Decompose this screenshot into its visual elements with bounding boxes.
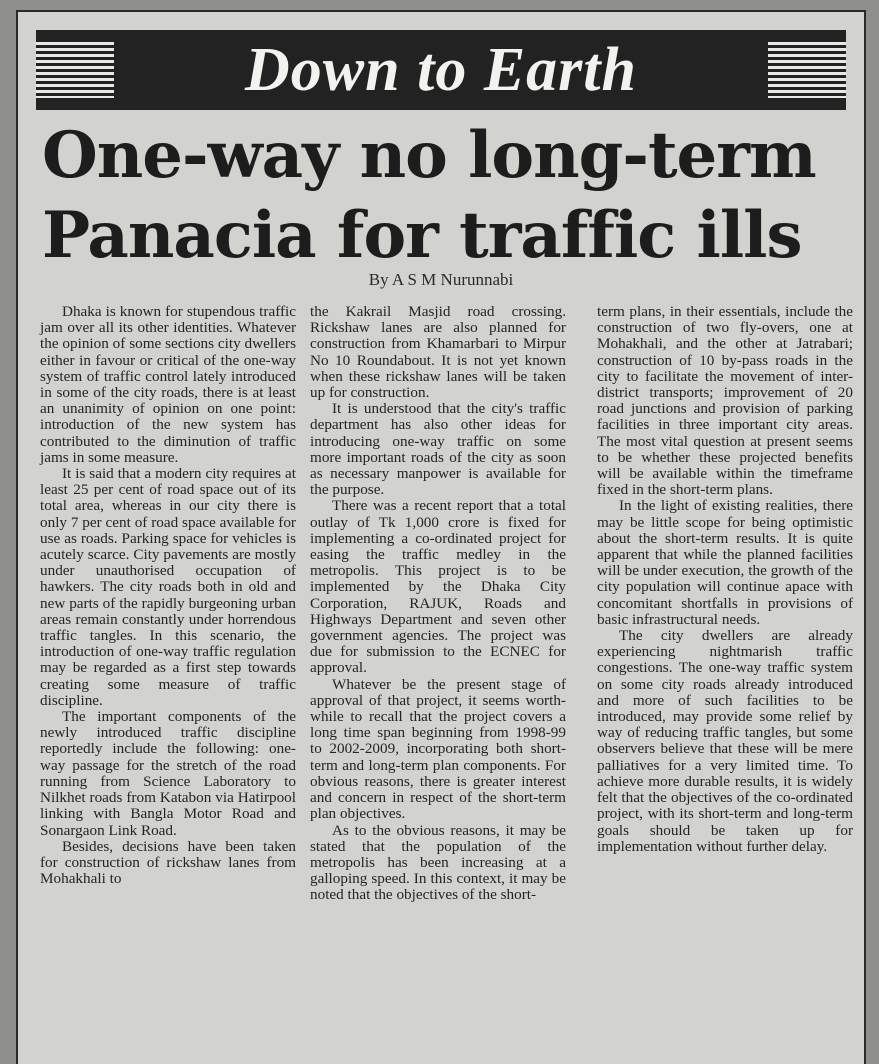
paragraph: Whatever be the present stage of approval of that project, it seems worth-while to recall that the project covers a long time span beginning from 1998-99 to 2002-2009, incorporating both short-term and long-term plan components. For obvious reasons, there is greater interest and concern in respect of the short-term plan objectives. <box>310 675 566 823</box>
section-banner <box>36 30 846 110</box>
paragraph: the Kakrail Masjid road crossing. Rickshaw lanes are also planned for construction from Khamarbari to Mirpur No 10 Roundabout. It is not yet known when these rickshaw lanes will be taken up for construction. <box>310 303 566 402</box>
paragraph: As to the obvious reasons, it may be stated that the population of the metropolis has been increasing at a galloping speed. In this context, it may be noted that the objectives of the short- <box>310 821 566 904</box>
paragraph: The city dwellers are already experiencing nightmarish traffic congestions. The one-way traffic system on some city roads already introduced and more of such facilities to be introduced, may provide some relief by way of reducing traffic tangles, but some observers believe that these will be mere palliatives for a very limited time. To achieve more durable results, it is widely felt that the objectives of the co-ordinated project, with its short-term and long-term goals should be taken up for implementation without further delay. <box>597 627 853 855</box>
paragraph: There was a recent report that a total outlay of Tk 1,000 crore is fixed for implementing a co-ordinated project for easing the traffic medley in the metropolis. This project is to be implemented by the Dhaka City Corporation, RAJUK, Roads and Highways Department and seven other government agencies. The project was due for submission to the ECNEC for approval. <box>310 497 566 677</box>
paragraph: The important components of the newly introduced traffic discipline reportedly include the following: one-way passage for the stretch of the road running from Science Laboratory to Nilkhet roads from Katabon via Hatirpool linking with Bangla Motor Road and Sonargaon Link Road. <box>40 708 296 839</box>
paragraph: Dhaka is known for stupendous traffic jam over all its other identities. Whatever the opinion of some sections city dwellers either in favour or critical of the one-way system of traffic control lately introduced in some of the city roads, there is at least an unanimity of opinion on one point: introduction of the new system has contributed to the diminution of traffic jams in some measure. <box>40 303 296 466</box>
article-column-1 <box>40 304 296 887</box>
article-column-3 <box>597 304 853 855</box>
banner-rules-right <box>768 42 846 98</box>
paragraph: term plans, in their essentials, include the construction of two fly-overs, one at Mohakhali, and the other at Jatrabari; construction of 10 by-pass roads in the city to facilitate the movement of inter-district transports; improvement of 20 road junctions and provision of parking facilities in three important city areas. The most vital question at present seems to be whether these projected benefits will be available within the timeframe fixed in the short-term plans. <box>597 303 853 499</box>
headline: One-way no long-term Panacia for traffic ills <box>42 118 816 273</box>
newspaper-clipping <box>16 10 866 1064</box>
section-title: Down to Earth <box>244 35 638 104</box>
banner-rules-left <box>36 42 114 98</box>
paragraph: It is said that a modern city requires at least 25 per cent of road space out of its total area, whereas in our city there is only 7 per cent of road space available for use as roads. Parking space for vehicles is acutely scarce. City pavements are mostly under unauthorised occupation of hawkers. The city roads both in old and new parts of the rapidly burgeoning urban areas remain constantly under horrendous traffic tangles. In this scenario, the introduction of one-way traffic regulation may be regarded as a first step towards creating some measure of traffic discipline. <box>40 465 296 709</box>
byline: By A S M Nurunnabi <box>368 270 514 289</box>
paragraph: Besides, decisions have been taken for construction of rickshaw lanes from Mohakhali to <box>40 837 296 888</box>
paragraph: In the light of existing realities, there may be little scope for being optimistic about the short-term results. It is quite apparent that while the planned facilities will be under execution, the growth of the city population will continue apace with concomitant shortfalls in provisions of basic infrastructural needs. <box>597 497 853 628</box>
article-column-2 <box>310 304 566 904</box>
paragraph: It is understood that the city's traffic department has also other ideas for introducing one-way traffic on some more important roads of the city as soon as necessary manpower is available for the purpose. <box>310 400 566 499</box>
